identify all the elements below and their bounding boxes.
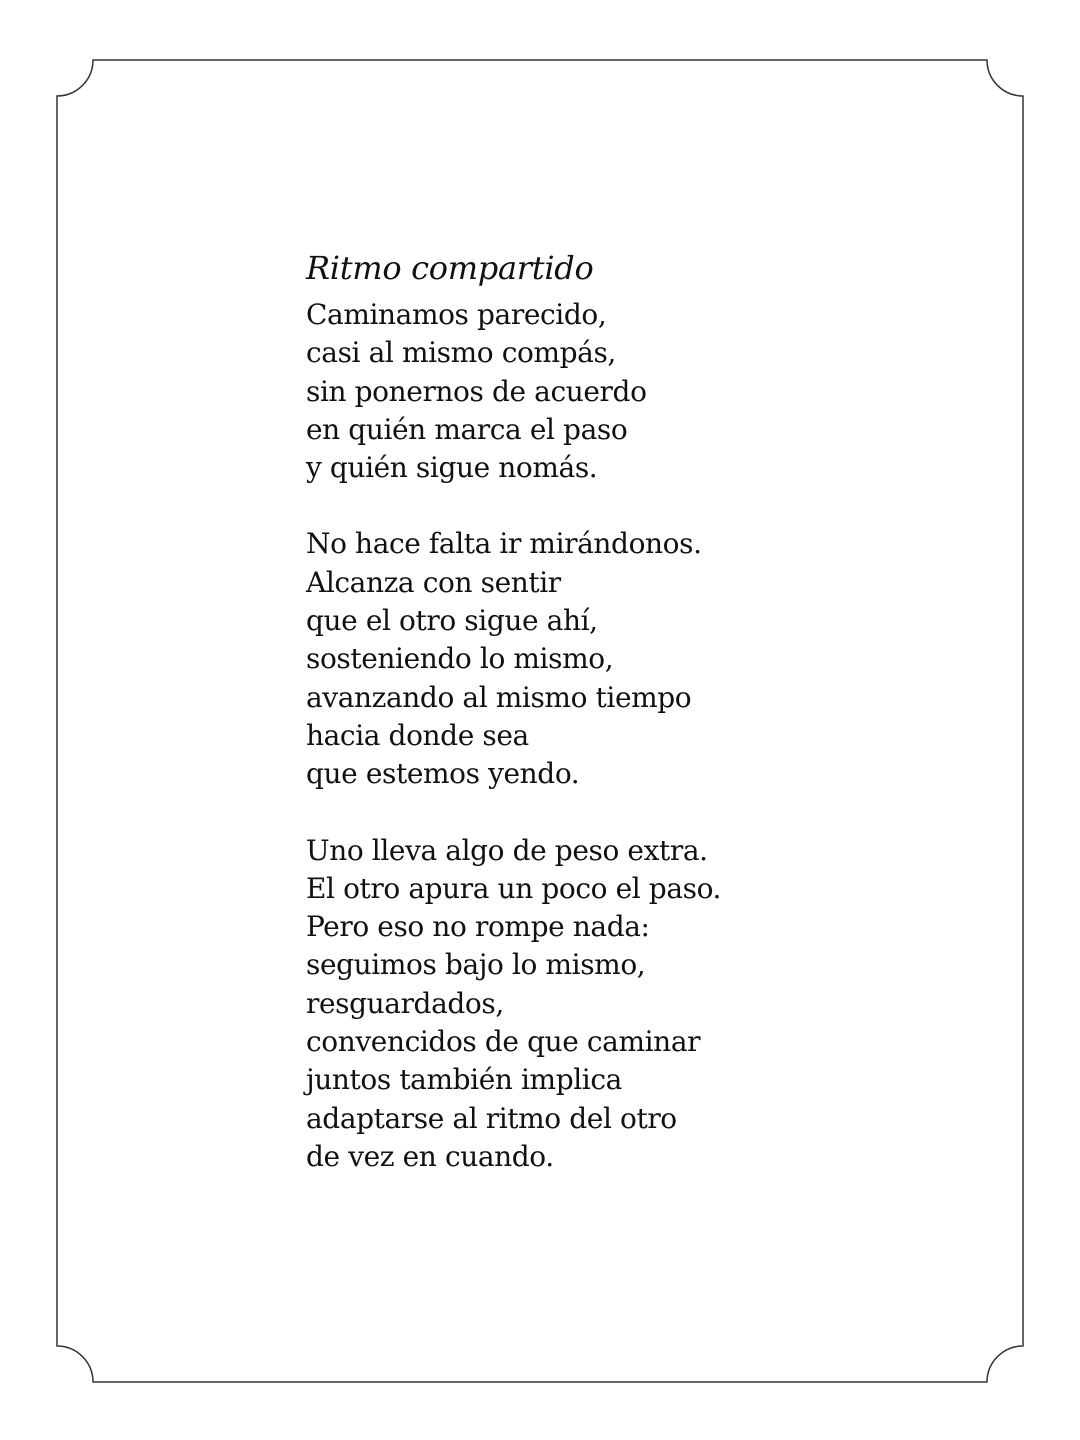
verse-line: Pero eso no rompe nada: bbox=[306, 910, 650, 944]
verse-line: El otro apura un poco el paso. bbox=[306, 871, 722, 905]
verse-line: sin ponernos de acuerdo bbox=[306, 374, 647, 408]
verse-line: hacia donde sea bbox=[306, 718, 529, 752]
verse-line: avanzando al mismo tiempo bbox=[306, 680, 692, 714]
stanza-3 bbox=[306, 832, 866, 1177]
verse-line: y quién sigue nomás. bbox=[306, 451, 598, 485]
stanza-1 bbox=[306, 296, 866, 487]
verse-line: juntos también implica bbox=[306, 1063, 622, 1097]
verse-line: Caminamos parecido, bbox=[306, 298, 607, 331]
verse-line: que estemos yendo. bbox=[306, 757, 580, 791]
verse-line: seguimos bajo lo mismo, bbox=[306, 948, 646, 982]
verse-line: Alcanza con sentir bbox=[306, 565, 561, 599]
stanza-2 bbox=[306, 525, 866, 793]
verse-line: casi al mismo compás, bbox=[306, 336, 616, 370]
verse-line: adaptarse al ritmo del otro bbox=[306, 1101, 677, 1135]
verse-line: Uno lleva algo de peso extra. bbox=[306, 833, 708, 867]
poem bbox=[306, 246, 866, 1214]
verse-line: sosteniendo lo mismo, bbox=[306, 642, 614, 676]
verse-line: No hace falta ir mirándonos. bbox=[306, 527, 702, 561]
poem-title: Ritmo compartido bbox=[306, 249, 594, 287]
verse-line: resguardados, bbox=[306, 986, 504, 1020]
verse-line: convencidos de que caminar bbox=[306, 1025, 701, 1059]
verse-line: que el otro sigue ahí, bbox=[306, 604, 598, 638]
verse-line: en quién marca el paso bbox=[306, 412, 628, 446]
verse-line: de vez en cuando. bbox=[306, 1139, 554, 1173]
